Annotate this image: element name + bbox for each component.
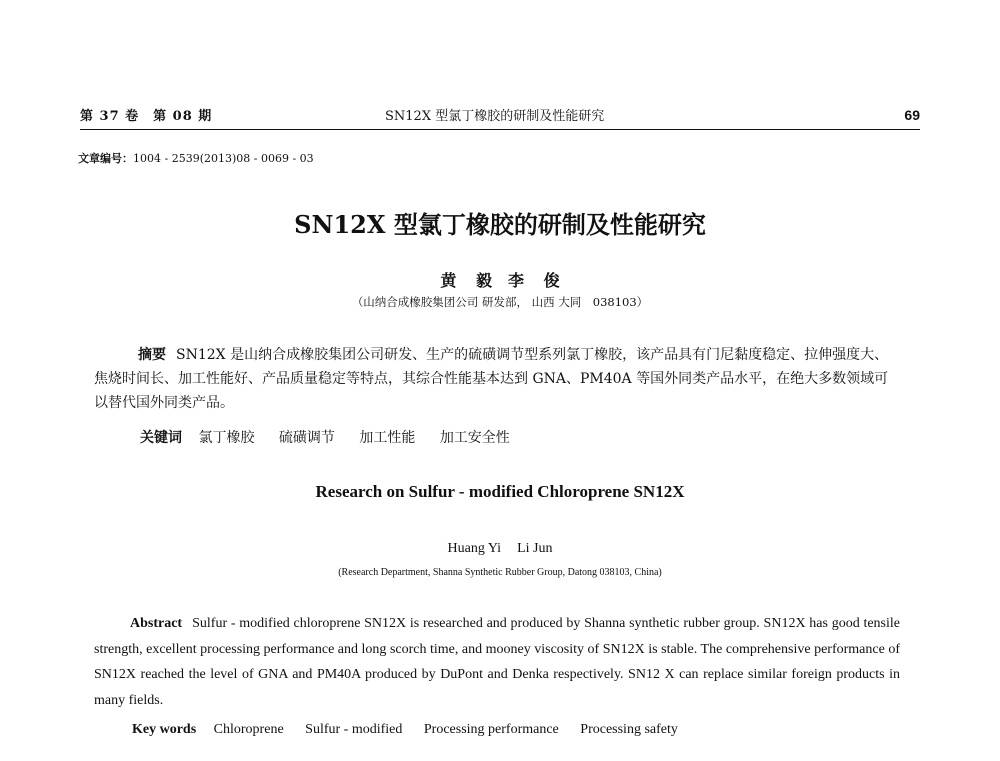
keywords-english xyxy=(132,722,696,738)
keyword-chinese: 加工安全性 xyxy=(439,430,510,446)
keywords-chinese xyxy=(140,427,530,447)
abstract-english-text: Sulfur - modified chloroprene SN12X is researched and produced by Shanna synthetic rubber group. SN12X has good tensile strength, excellent processing performance and long scorch time, and mooney viscosity of SN12X is stable. The comprehensive performance of SN12X reached the level of GNA and PM40A produced by DuPont and Denka respectively. SN12 X can replace similar foreign products in many fields. xyxy=(94,616,900,708)
abstract-english-label: Abstract xyxy=(130,616,183,631)
title-chinese: SN12X 型氯丁橡胶的研制及性能研究 xyxy=(294,210,706,239)
keyword-chinese: 氯丁橡胶 xyxy=(198,430,255,446)
keyword-english: Chloroprene xyxy=(213,722,284,737)
header-rule xyxy=(80,129,920,130)
affiliation-english: (Research Department, Shanna Synthetic Rubber Group, Datong 038103, China) xyxy=(338,567,662,578)
abstract-chinese-label: 摘要 xyxy=(138,347,166,363)
abstract-chinese-text: SN12X 是山纳合成橡胶集团公司研发、生产的硫磺调节型系列氯丁橡胶，该产品具有门尼黏度稳定、拉伸强度大、焦烧时间长、加工性能好、产品质量稳定等特点，其综合性能基本达到 GNA、PM40A 等国外同类产品水平，在绝大多数领域可以替代国外同类产品。 xyxy=(94,347,889,411)
author-english: Huang Yi xyxy=(447,541,502,556)
article-number-value: 1004 - 2539(2013)08 - 0069 - 03 xyxy=(133,152,314,165)
keyword-english: Sulfur - modified xyxy=(305,722,403,737)
keyword-chinese: 加工性能 xyxy=(359,430,416,446)
abstract-chinese xyxy=(94,343,900,415)
abstract-english xyxy=(94,611,900,713)
volume-issue: 第 37 卷 第 08 期 xyxy=(80,109,213,124)
keywords-chinese-label: 关键词 xyxy=(140,430,182,446)
article-number xyxy=(78,150,314,166)
title-english: Research on Sulfur - modified Chloroprene SN12X xyxy=(315,482,685,501)
keyword-chinese: 硫磺调节 xyxy=(278,430,335,446)
running-header xyxy=(80,105,920,127)
affiliation-chinese: （山纳合成橡胶集团公司 研发部， 山西 大同 038103） xyxy=(351,295,649,309)
article-number-label: 文章编号： xyxy=(78,152,133,165)
authors-chinese: 黄 毅 李 俊 xyxy=(440,271,560,290)
author-english: Li Jun xyxy=(517,541,553,556)
keywords-english-label: Key words xyxy=(132,722,197,737)
authors-english xyxy=(0,541,1000,557)
keyword-english: Processing safety xyxy=(580,722,678,737)
page-number: 69 xyxy=(904,107,920,123)
running-title: SN12X 型氯丁橡胶的研制及性能研究 xyxy=(385,109,605,124)
keyword-english: Processing performance xyxy=(423,722,559,737)
